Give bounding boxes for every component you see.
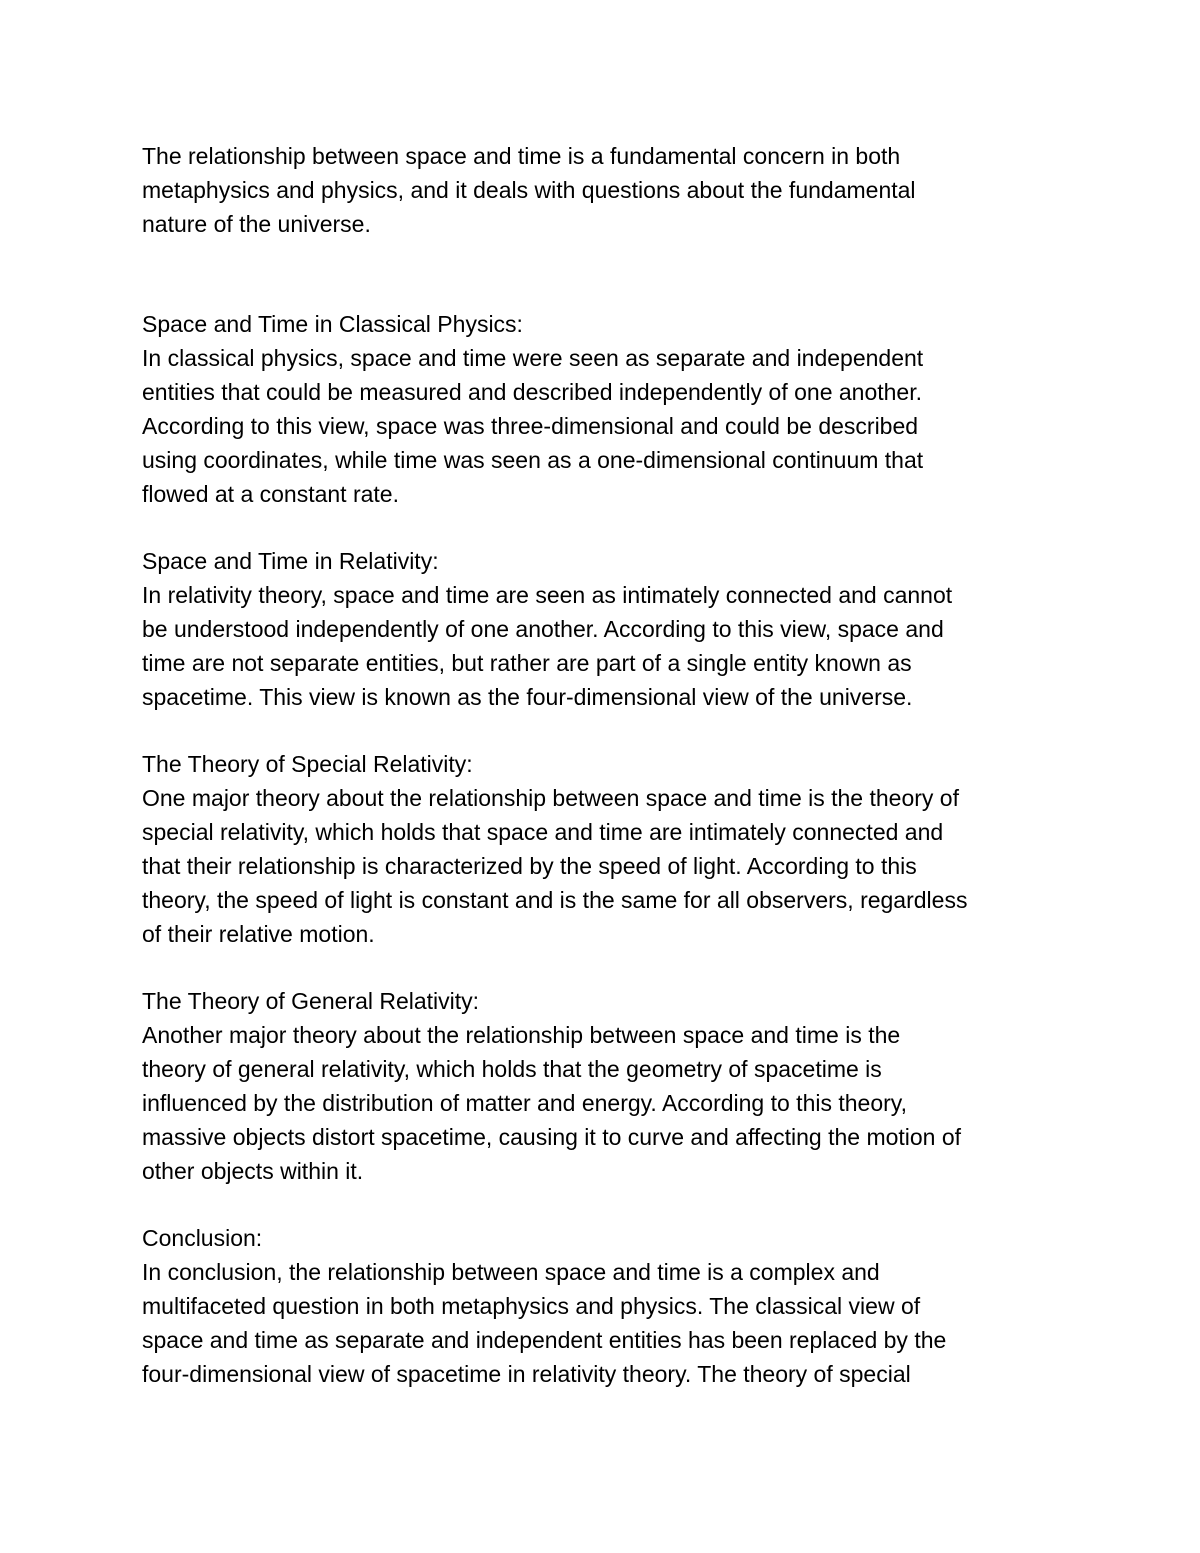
- intro-line: The relationship between space and time is a fundamental concern in both: [142, 143, 901, 169]
- paragraph-spacer: [142, 714, 1067, 747]
- section-line: special relativity, which holds that space and time are intimately connected and: [142, 819, 944, 845]
- intro-line: nature of the universe.: [142, 211, 371, 237]
- section-line: In classical physics, space and time were seen as separate and independent: [142, 345, 924, 371]
- section-line: theory, the speed of light is constant and is the same for all observers, regardless: [142, 887, 968, 913]
- section-heading: The Theory of General Relativity:: [142, 988, 480, 1014]
- intro-paragraph: [142, 139, 1067, 241]
- section-heading: Conclusion:: [142, 1225, 263, 1251]
- paragraph-spacer: [142, 241, 1067, 307]
- intro-line: metaphysics and physics, and it deals with questions about the fundamental: [142, 177, 916, 203]
- section-special-relativity: [142, 747, 1067, 951]
- section-line: Another major theory about the relationship between space and time is the: [142, 1022, 901, 1048]
- section-heading: Space and Time in Relativity:: [142, 548, 439, 574]
- section-line: massive objects distort spacetime, causing it to curve and affecting the motion of: [142, 1124, 962, 1150]
- document-body: [142, 139, 1067, 1391]
- section-heading: Space and Time in Classical Physics:: [142, 311, 523, 337]
- paragraph-spacer: [142, 511, 1067, 544]
- section-line: multifaceted question in both metaphysics and physics. The classical view of: [142, 1293, 921, 1319]
- section-line: space and time as separate and independent entities has been replaced by the: [142, 1327, 947, 1353]
- section-line: that their relationship is characterized by the speed of light. According to this: [142, 853, 917, 879]
- section-line: time are not separate entities, but rather are part of a single entity known as: [142, 650, 912, 676]
- paragraph-spacer: [142, 1188, 1067, 1221]
- section-line: other objects within it.: [142, 1158, 364, 1184]
- section-line: In conclusion, the relationship between space and time is a complex and: [142, 1259, 880, 1285]
- paragraph-spacer: [142, 951, 1067, 984]
- section-line: One major theory about the relationship between space and time is the theory of: [142, 785, 959, 811]
- section-line: influenced by the distribution of matter and energy. According to this theory,: [142, 1090, 907, 1116]
- section-general-relativity: [142, 984, 1067, 1188]
- section-line: theory of general relativity, which holds that the geometry of spacetime is: [142, 1056, 882, 1082]
- section-heading: The Theory of Special Relativity:: [142, 751, 473, 777]
- section-line: of their relative motion.: [142, 921, 375, 947]
- section-line: be understood independently of one another. According to this view, space and: [142, 616, 944, 642]
- section-line: four-dimensional view of spacetime in relativity theory. The theory of special: [142, 1361, 911, 1387]
- section-line: flowed at a constant rate.: [142, 481, 399, 507]
- section-line: spacetime. This view is known as the four-dimensional view of the universe.: [142, 684, 913, 710]
- section-relativity: [142, 544, 1067, 714]
- section-conclusion: [142, 1221, 1067, 1391]
- section-line: In relativity theory, space and time are seen as intimately connected and cannot: [142, 582, 953, 608]
- section-line: According to this view, space was three-dimensional and could be described: [142, 413, 919, 439]
- section-line: using coordinates, while time was seen as a one-dimensional continuum that: [142, 447, 924, 473]
- section-classical-physics: [142, 307, 1067, 511]
- section-line: entities that could be measured and described independently of one another.: [142, 379, 923, 405]
